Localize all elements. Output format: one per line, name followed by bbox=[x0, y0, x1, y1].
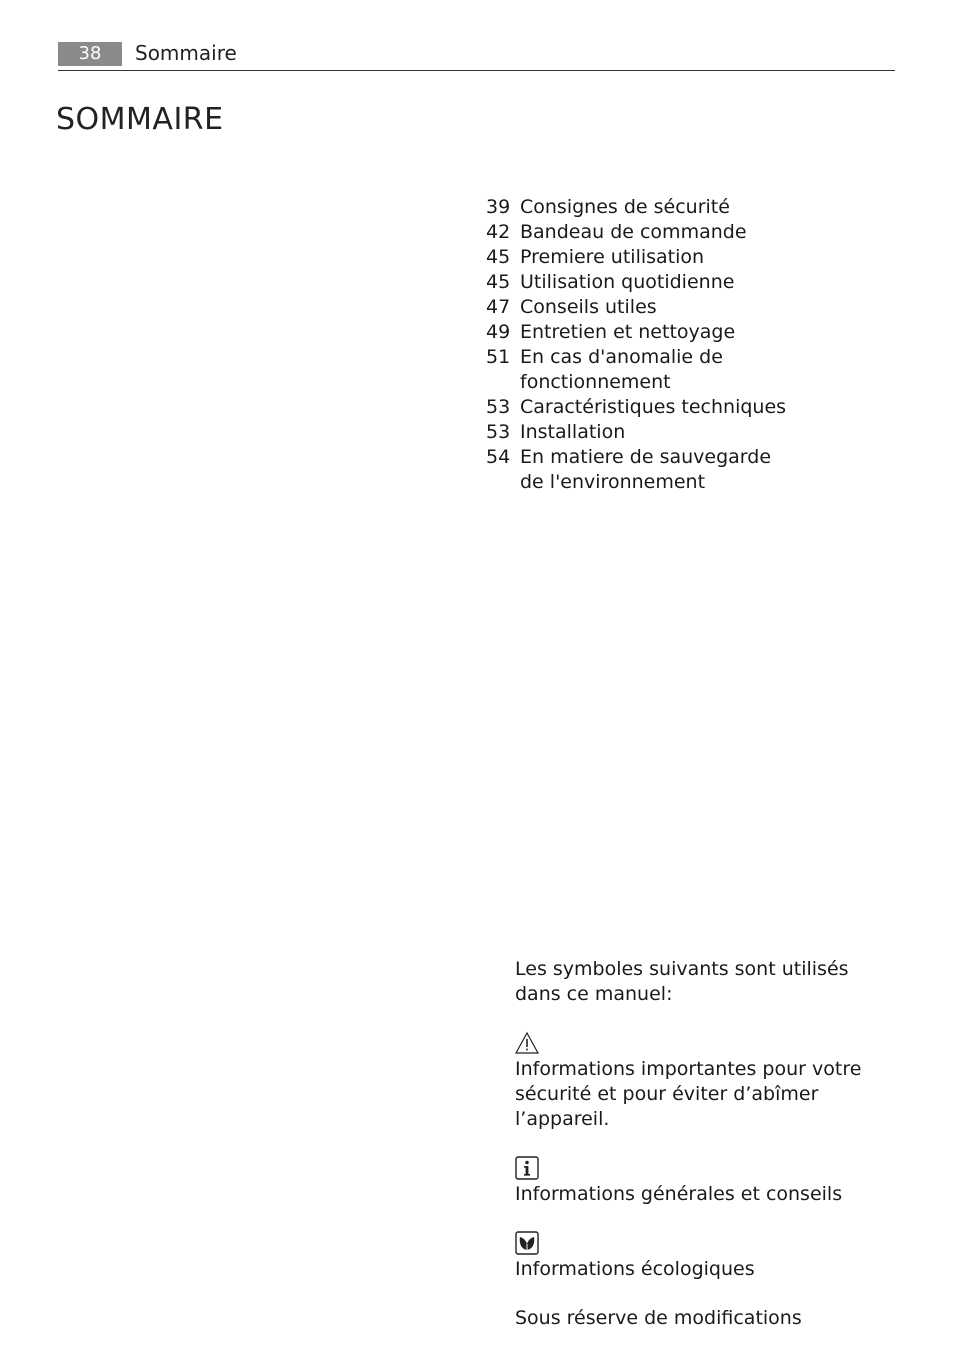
eco-icon bbox=[515, 1231, 539, 1255]
toc-entry-label: Consignes de sécurité bbox=[520, 196, 730, 218]
toc-page-number: 53 bbox=[486, 396, 511, 418]
page-header bbox=[58, 40, 895, 72]
toc-entry-label: Entretien et nettoyage bbox=[520, 321, 736, 343]
toc-page-number: 49 bbox=[486, 321, 511, 343]
page-number: 38 bbox=[58, 42, 122, 66]
toc-page-number: 51 bbox=[486, 346, 511, 368]
toc-entry[interactable] bbox=[486, 295, 886, 320]
warning-triangle-icon bbox=[515, 1031, 539, 1055]
toc-entry-label: En cas d'anomalie de fonctionnement bbox=[520, 346, 723, 393]
toc-entry-label: Premiere utilisation bbox=[520, 246, 705, 268]
toc-entry[interactable] bbox=[486, 420, 886, 445]
toc-page-number: 45 bbox=[486, 246, 511, 268]
toc-entry[interactable] bbox=[486, 220, 886, 245]
toc-page-number: 53 bbox=[486, 421, 511, 443]
toc-entry[interactable] bbox=[486, 345, 886, 395]
legend-item-text: Informations importantes pour votre sécurité et pour éviter d’abîmer l’appareil. bbox=[515, 1058, 862, 1130]
table-of-contents bbox=[486, 195, 886, 495]
toc-page-number: 54 bbox=[486, 446, 511, 468]
toc-page-number: 42 bbox=[486, 221, 511, 243]
modification-notice: Sous réserve de modifications bbox=[515, 1307, 802, 1329]
legend-item-text: Informations générales et conseils bbox=[515, 1183, 843, 1205]
symbol-legend bbox=[515, 957, 900, 1331]
legend-item-safety bbox=[515, 1031, 900, 1132]
toc-entry[interactable] bbox=[486, 195, 886, 220]
toc-entry[interactable] bbox=[486, 270, 886, 295]
toc-entry[interactable] bbox=[486, 445, 886, 495]
toc-entry[interactable] bbox=[486, 320, 886, 345]
toc-page-number: 47 bbox=[486, 296, 511, 318]
page-title: SOMMAIRE bbox=[56, 102, 224, 137]
toc-entry-label: Utilisation quotidienne bbox=[520, 271, 735, 293]
toc-entry-label: En matiere de sauvegarde de l'environnement bbox=[520, 446, 772, 493]
toc-page-number: 39 bbox=[486, 196, 511, 218]
toc-entry[interactable] bbox=[486, 395, 886, 420]
running-title: Sommaire bbox=[135, 41, 237, 65]
legend-item-eco bbox=[515, 1231, 900, 1282]
toc-entry-label: Conseils utiles bbox=[520, 296, 657, 318]
toc-entry-label: Installation bbox=[520, 421, 626, 443]
info-icon bbox=[515, 1156, 539, 1180]
toc-entry[interactable] bbox=[486, 245, 886, 270]
toc-entry-label: Caractéristiques techniques bbox=[520, 396, 787, 418]
toc-page-number: 45 bbox=[486, 271, 511, 293]
header-rule bbox=[58, 70, 895, 71]
legend-item-text: Informations écologiques bbox=[515, 1258, 755, 1280]
toc-entry-label: Bandeau de commande bbox=[520, 221, 747, 243]
legend-intro: Les symboles suivants sont utilisés dans ce manuel: bbox=[515, 958, 849, 1005]
legend-item-info bbox=[515, 1156, 900, 1207]
